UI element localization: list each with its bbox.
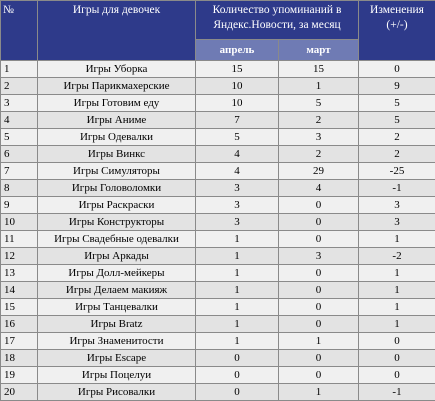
row-change-cell: -1 [359,180,435,197]
row-april-cell: 3 [196,180,279,197]
row-april-cell: 1 [196,282,279,299]
header-num: № [1,1,38,61]
table-row [1,163,435,180]
row-april-cell: 1 [196,333,279,350]
row-change-cell: -25 [359,163,435,180]
row-num-cell: 20 [1,384,38,401]
row-march-cell: 2 [279,146,359,163]
table-row [1,78,435,95]
table-row [1,112,435,129]
header-april: апрель [196,40,279,61]
row-change-cell: 0 [359,61,435,78]
row-change-cell: 3 [359,214,435,231]
row-name-cell: Игры Танцевалки [38,299,196,316]
header-change: Изменения (+/-) [359,1,435,61]
row-march-cell: 0 [279,265,359,282]
row-num-cell: 7 [1,163,38,180]
row-march-cell: 15 [279,61,359,78]
table-row [1,265,435,282]
table-row [1,333,435,350]
row-name-cell: Игры Аниме [38,112,196,129]
row-name-cell: Игры Конструкторы [38,214,196,231]
table-row [1,282,435,299]
table-row [1,316,435,333]
row-change-cell: 0 [359,350,435,367]
row-name-cell: Игры Парикмахерские [38,78,196,95]
row-march-cell: 0 [279,197,359,214]
row-change-cell: 1 [359,231,435,248]
row-num-cell: 10 [1,214,38,231]
row-april-cell: 0 [196,367,279,384]
row-april-cell: 1 [196,231,279,248]
row-name-cell: Игры Долл-мейкеры [38,265,196,282]
row-april-cell: 3 [196,214,279,231]
row-march-cell: 1 [279,333,359,350]
row-change-cell: 5 [359,95,435,112]
header-games: Игры для девочек [38,1,196,61]
row-name-cell: Игры Готовим еду [38,95,196,112]
row-num-cell: 11 [1,231,38,248]
row-num-cell: 18 [1,350,38,367]
row-num-cell: 5 [1,129,38,146]
table-row [1,214,435,231]
row-march-cell: 2 [279,112,359,129]
row-num-cell: 9 [1,197,38,214]
table-row [1,299,435,316]
row-april-cell: 15 [196,61,279,78]
row-num-cell: 6 [1,146,38,163]
table-row [1,384,435,401]
header-march: март [279,40,359,61]
row-april-cell: 1 [196,299,279,316]
row-change-cell: 9 [359,78,435,95]
row-change-cell: 1 [359,282,435,299]
row-num-cell: 16 [1,316,38,333]
table-row [1,248,435,265]
table-row [1,146,435,163]
row-name-cell: Игры Рисовалки [38,384,196,401]
row-march-cell: 1 [279,78,359,95]
row-april-cell: 7 [196,112,279,129]
row-num-cell: 3 [1,95,38,112]
row-april-cell: 3 [196,197,279,214]
row-change-cell: 2 [359,146,435,163]
row-march-cell: 0 [279,367,359,384]
row-name-cell: Игры Симуляторы [38,163,196,180]
row-num-cell: 14 [1,282,38,299]
row-change-cell: 5 [359,112,435,129]
table-row [1,367,435,384]
row-name-cell: Игры Знаменитости [38,333,196,350]
row-name-cell: Игры Свадебные одевалки [38,231,196,248]
table-row [1,231,435,248]
row-change-cell: 0 [359,333,435,350]
row-change-cell: -2 [359,248,435,265]
row-change-cell: 1 [359,316,435,333]
row-num-cell: 8 [1,180,38,197]
row-name-cell: Игры Делаем макияж [38,282,196,299]
row-num-cell: 13 [1,265,38,282]
row-march-cell: 4 [279,180,359,197]
row-march-cell: 0 [279,316,359,333]
row-change-cell: 2 [359,129,435,146]
row-april-cell: 0 [196,350,279,367]
row-change-cell: 3 [359,197,435,214]
row-march-cell: 1 [279,384,359,401]
table-row [1,129,435,146]
row-march-cell: 0 [279,350,359,367]
row-change-cell: 1 [359,299,435,316]
row-march-cell: 0 [279,299,359,316]
row-april-cell: 4 [196,146,279,163]
row-name-cell: Игры Уборка [38,61,196,78]
row-num-cell: 17 [1,333,38,350]
row-march-cell: 29 [279,163,359,180]
row-march-cell: 3 [279,248,359,265]
row-change-cell: -1 [359,384,435,401]
row-april-cell: 10 [196,95,279,112]
row-march-cell: 0 [279,282,359,299]
row-num-cell: 12 [1,248,38,265]
row-change-cell: 1 [359,265,435,282]
table-row [1,95,435,112]
row-name-cell: Игры Escape [38,350,196,367]
row-num-cell: 1 [1,61,38,78]
table-row [1,180,435,197]
row-num-cell: 15 [1,299,38,316]
row-march-cell: 0 [279,214,359,231]
row-march-cell: 5 [279,95,359,112]
row-march-cell: 0 [279,231,359,248]
header-mentions: Количество упоминаний в Яндекс.Новости, за месяц [196,1,359,40]
row-name-cell: Игры Винкс [38,146,196,163]
table-row [1,197,435,214]
row-april-cell: 0 [196,384,279,401]
row-march-cell: 3 [279,129,359,146]
row-name-cell: Игры Головоломки [38,180,196,197]
row-name-cell: Игры Аркады [38,248,196,265]
row-april-cell: 10 [196,78,279,95]
row-april-cell: 5 [196,129,279,146]
row-april-cell: 4 [196,163,279,180]
table-row [1,350,435,367]
row-april-cell: 1 [196,248,279,265]
row-name-cell: Игры Поцелуи [38,367,196,384]
row-name-cell: Игры Одевалки [38,129,196,146]
table-row [1,61,435,78]
row-name-cell: Игры Раскраски [38,197,196,214]
row-num-cell: 19 [1,367,38,384]
row-april-cell: 1 [196,265,279,282]
row-name-cell: Игры Bratz [38,316,196,333]
row-num-cell: 4 [1,112,38,129]
row-change-cell: 0 [359,367,435,384]
row-num-cell: 2 [1,78,38,95]
row-april-cell: 1 [196,316,279,333]
